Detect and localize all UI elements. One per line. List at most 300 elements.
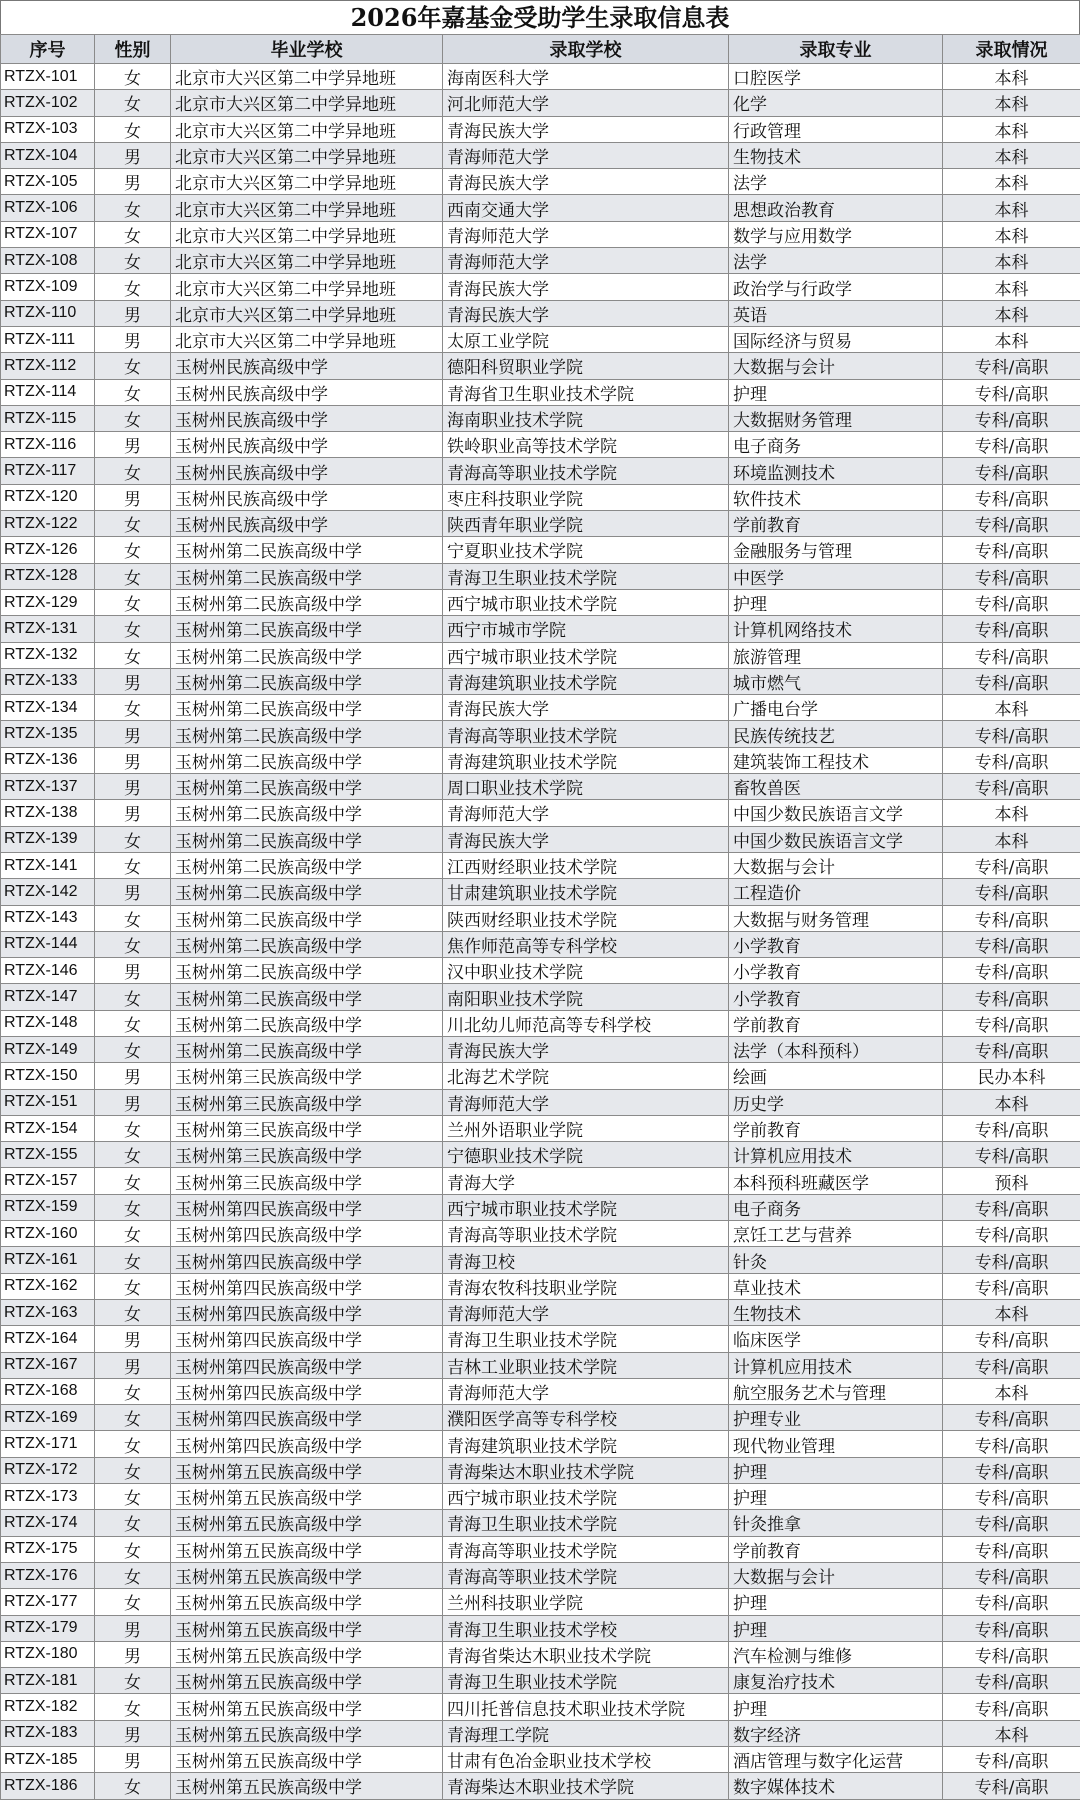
- cell-gender: 男: [95, 800, 171, 826]
- cell-id: RTZX-159: [1, 1194, 95, 1220]
- cell-graduation-school: 玉树州第五民族高级中学: [171, 1457, 443, 1483]
- cell-major: 烹饪工艺与营养: [729, 1221, 943, 1247]
- cell-admission-level: 专科/高职: [943, 1668, 1080, 1694]
- cell-id: RTZX-149: [1, 1036, 95, 1062]
- cell-graduation-school: 玉树州第四民族高级中学: [171, 1352, 443, 1378]
- header-admission-level: 录取情况: [943, 35, 1080, 64]
- cell-admission-level: 本科: [943, 326, 1080, 352]
- cell-admission-level: 专科/高职: [943, 353, 1080, 379]
- cell-graduation-school: 玉树州第二民族高级中学: [171, 826, 443, 852]
- cell-graduation-school: 玉树州第四民族高级中学: [171, 1194, 443, 1220]
- cell-admission-level: 专科/高职: [943, 616, 1080, 642]
- cell-admission-level: 专科/高职: [943, 668, 1080, 694]
- cell-id: RTZX-167: [1, 1352, 95, 1378]
- cell-major: 学前教育: [729, 1010, 943, 1036]
- cell-id: RTZX-148: [1, 1010, 95, 1036]
- cell-gender: 女: [95, 1221, 171, 1247]
- cell-graduation-school: 玉树州第五民族高级中学: [171, 1668, 443, 1694]
- cell-admitted-school: 甘肃有色冶金职业技术学校: [443, 1747, 729, 1773]
- table-row: [1, 905, 1080, 931]
- cell-id: RTZX-131: [1, 616, 95, 642]
- cell-id: RTZX-183: [1, 1720, 95, 1746]
- cell-major: 针灸推拿: [729, 1510, 943, 1536]
- cell-id: RTZX-171: [1, 1431, 95, 1457]
- cell-admitted-school: 枣庄科技职业学院: [443, 484, 729, 510]
- cell-admission-level: 专科/高职: [943, 1562, 1080, 1588]
- table-body: [1, 64, 1080, 1800]
- cell-major: 民族传统技艺: [729, 721, 943, 747]
- cell-id: RTZX-136: [1, 747, 95, 773]
- cell-graduation-school: 玉树州第五民族高级中学: [171, 1694, 443, 1720]
- cell-admitted-school: 西宁城市职业技术学院: [443, 1484, 729, 1510]
- table-row: [1, 142, 1080, 168]
- cell-admitted-school: 青海卫生职业技术学校: [443, 1615, 729, 1641]
- cell-admitted-school: 宁德职业技术学院: [443, 1142, 729, 1168]
- cell-major: 数学与应用数学: [729, 221, 943, 247]
- cell-major: 法学（本科预科）: [729, 1036, 943, 1062]
- table-row: [1, 1378, 1080, 1404]
- cell-graduation-school: 玉树州第二民族高级中学: [171, 589, 443, 615]
- cell-gender: 男: [95, 1089, 171, 1115]
- cell-gender: 女: [95, 563, 171, 589]
- cell-major: 化学: [729, 90, 943, 116]
- cell-admitted-school: 青海师范大学: [443, 800, 729, 826]
- cell-admission-level: 预科: [943, 1168, 1080, 1194]
- cell-major: 金融服务与管理: [729, 537, 943, 563]
- table-row: [1, 221, 1080, 247]
- cell-graduation-school: 玉树州第五民族高级中学: [171, 1615, 443, 1641]
- table-row: [1, 300, 1080, 326]
- table-row: [1, 169, 1080, 195]
- table-row: [1, 721, 1080, 747]
- cell-major: 环境监测技术: [729, 458, 943, 484]
- cell-major: 大数据与财务管理: [729, 905, 943, 931]
- cell-gender: 女: [95, 1484, 171, 1510]
- cell-gender: 女: [95, 642, 171, 668]
- cell-graduation-school: 北京市大兴区第二中学异地班: [171, 300, 443, 326]
- table-row: [1, 616, 1080, 642]
- cell-major: 生物技术: [729, 142, 943, 168]
- cell-gender: 女: [95, 1457, 171, 1483]
- cell-graduation-school: 玉树州第四民族高级中学: [171, 1221, 443, 1247]
- cell-admitted-school: 青海师范大学: [443, 221, 729, 247]
- cell-id: RTZX-157: [1, 1168, 95, 1194]
- cell-admission-level: 专科/高职: [943, 1247, 1080, 1273]
- cell-gender: 女: [95, 353, 171, 379]
- cell-admitted-school: 青海卫校: [443, 1247, 729, 1273]
- cell-gender: 男: [95, 1641, 171, 1667]
- cell-id: RTZX-110: [1, 300, 95, 326]
- cell-graduation-school: 玉树州第四民族高级中学: [171, 1247, 443, 1273]
- cell-admission-level: 专科/高职: [943, 958, 1080, 984]
- table-row: [1, 1010, 1080, 1036]
- cell-gender: 女: [95, 248, 171, 274]
- cell-admitted-school: 青海高等职业技术学院: [443, 721, 729, 747]
- table-row: [1, 931, 1080, 957]
- table-row: [1, 432, 1080, 458]
- cell-id: RTZX-161: [1, 1247, 95, 1273]
- cell-gender: 女: [95, 931, 171, 957]
- cell-major: 法学: [729, 169, 943, 195]
- cell-admission-level: 专科/高职: [943, 642, 1080, 668]
- cell-admitted-school: 青海省柴达木职业技术学院: [443, 1641, 729, 1667]
- cell-id: RTZX-168: [1, 1378, 95, 1404]
- cell-id: RTZX-155: [1, 1142, 95, 1168]
- cell-admitted-school: 兰州外语职业学院: [443, 1115, 729, 1141]
- cell-admission-level: 本科: [943, 142, 1080, 168]
- cell-admitted-school: 河北师范大学: [443, 90, 729, 116]
- cell-gender: 女: [95, 274, 171, 300]
- cell-graduation-school: 玉树州第二民族高级中学: [171, 1010, 443, 1036]
- cell-graduation-school: 玉树州第五民族高级中学: [171, 1747, 443, 1773]
- cell-major: 小学教育: [729, 958, 943, 984]
- cell-gender: 男: [95, 326, 171, 352]
- cell-major: 护理: [729, 1589, 943, 1615]
- cell-gender: 女: [95, 1510, 171, 1536]
- cell-gender: 女: [95, 1168, 171, 1194]
- table-row: [1, 484, 1080, 510]
- cell-admission-level: 专科/高职: [943, 1010, 1080, 1036]
- cell-graduation-school: 北京市大兴区第二中学异地班: [171, 326, 443, 352]
- cell-admitted-school: 青海卫生职业技术学院: [443, 1326, 729, 1352]
- cell-major: 绘画: [729, 1063, 943, 1089]
- cell-admitted-school: 兰州科技职业学院: [443, 1589, 729, 1615]
- cell-graduation-school: 玉树州第五民族高级中学: [171, 1484, 443, 1510]
- table-row: [1, 1510, 1080, 1536]
- cell-admission-level: 本科: [943, 248, 1080, 274]
- table-row: [1, 958, 1080, 984]
- cell-admission-level: 专科/高职: [943, 879, 1080, 905]
- table-row: [1, 668, 1080, 694]
- cell-graduation-school: 北京市大兴区第二中学异地班: [171, 248, 443, 274]
- cell-admission-level: 专科/高职: [943, 563, 1080, 589]
- cell-graduation-school: 玉树州第五民族高级中学: [171, 1562, 443, 1588]
- cell-gender: 女: [95, 1010, 171, 1036]
- cell-major: 护理: [729, 1457, 943, 1483]
- cell-admission-level: 专科/高职: [943, 984, 1080, 1010]
- table-row: [1, 1273, 1080, 1299]
- cell-gender: 女: [95, 1589, 171, 1615]
- cell-admission-level: 专科/高职: [943, 1326, 1080, 1352]
- cell-id: RTZX-143: [1, 905, 95, 931]
- cell-graduation-school: 玉树州第二民族高级中学: [171, 695, 443, 721]
- cell-id: RTZX-105: [1, 169, 95, 195]
- cell-graduation-school: 玉树州第二民族高级中学: [171, 1036, 443, 1062]
- table-row: [1, 1247, 1080, 1273]
- cell-gender: 女: [95, 1115, 171, 1141]
- cell-admitted-school: 吉林工业职业技术学院: [443, 1352, 729, 1378]
- header-gender: 性别: [95, 35, 171, 64]
- cell-admission-level: 专科/高职: [943, 1615, 1080, 1641]
- table-row: [1, 1168, 1080, 1194]
- cell-major: 中医学: [729, 563, 943, 589]
- cell-id: RTZX-163: [1, 1299, 95, 1325]
- cell-gender: 女: [95, 1668, 171, 1694]
- cell-major: 计算机网络技术: [729, 616, 943, 642]
- cell-admitted-school: 青海卫生职业技术学院: [443, 563, 729, 589]
- cell-id: RTZX-150: [1, 1063, 95, 1089]
- table-row: [1, 1615, 1080, 1641]
- cell-id: RTZX-107: [1, 221, 95, 247]
- cell-gender: 女: [95, 116, 171, 142]
- cell-admitted-school: 青海民族大学: [443, 274, 729, 300]
- cell-gender: 女: [95, 379, 171, 405]
- table-row: [1, 1589, 1080, 1615]
- table-row: [1, 1747, 1080, 1773]
- cell-gender: 女: [95, 458, 171, 484]
- cell-major: 政治学与行政学: [729, 274, 943, 300]
- cell-gender: 女: [95, 1273, 171, 1299]
- cell-admission-level: 专科/高职: [943, 537, 1080, 563]
- cell-admitted-school: 青海师范大学: [443, 142, 729, 168]
- cell-admission-level: 专科/高职: [943, 1641, 1080, 1667]
- cell-graduation-school: 北京市大兴区第二中学异地班: [171, 274, 443, 300]
- cell-gender: 男: [95, 484, 171, 510]
- table-row: [1, 984, 1080, 1010]
- header-major: 录取专业: [729, 35, 943, 64]
- cell-admission-level: 专科/高职: [943, 1694, 1080, 1720]
- cell-gender: 女: [95, 1536, 171, 1562]
- cell-admission-level: 专科/高职: [943, 1352, 1080, 1378]
- cell-id: RTZX-101: [1, 64, 95, 90]
- cell-graduation-school: 玉树州民族高级中学: [171, 458, 443, 484]
- cell-id: RTZX-164: [1, 1326, 95, 1352]
- cell-admitted-school: 西宁城市职业技术学院: [443, 589, 729, 615]
- cell-admission-level: 本科: [943, 116, 1080, 142]
- table-row: [1, 1773, 1080, 1799]
- cell-major: 护理: [729, 379, 943, 405]
- cell-graduation-school: 玉树州第五民族高级中学: [171, 1510, 443, 1536]
- table-row: [1, 1299, 1080, 1325]
- table-row: [1, 274, 1080, 300]
- table-row: [1, 1457, 1080, 1483]
- cell-id: RTZX-132: [1, 642, 95, 668]
- table-row: [1, 1352, 1080, 1378]
- cell-graduation-school: 玉树州第三民族高级中学: [171, 1063, 443, 1089]
- cell-graduation-school: 玉树州第二民族高级中学: [171, 800, 443, 826]
- cell-id: RTZX-174: [1, 1510, 95, 1536]
- cell-admission-level: 专科/高职: [943, 1115, 1080, 1141]
- cell-major: 生物技术: [729, 1299, 943, 1325]
- table-row: [1, 747, 1080, 773]
- cell-id: RTZX-181: [1, 1668, 95, 1694]
- cell-graduation-school: 玉树州第四民族高级中学: [171, 1405, 443, 1431]
- cell-major: 畜牧兽医: [729, 774, 943, 800]
- cell-admission-level: 专科/高职: [943, 1747, 1080, 1773]
- cell-id: RTZX-139: [1, 826, 95, 852]
- cell-admitted-school: 焦作师范高等专科学校: [443, 931, 729, 957]
- cell-major: 中国少数民族语言文学: [729, 800, 943, 826]
- cell-id: RTZX-142: [1, 879, 95, 905]
- cell-admission-level: 本科: [943, 1378, 1080, 1404]
- cell-graduation-school: 玉树州第三民族高级中学: [171, 1168, 443, 1194]
- table-row: [1, 800, 1080, 826]
- table-row: [1, 379, 1080, 405]
- cell-admission-level: 专科/高职: [943, 511, 1080, 537]
- cell-admission-level: 本科: [943, 274, 1080, 300]
- cell-graduation-school: 北京市大兴区第二中学异地班: [171, 116, 443, 142]
- table-row: [1, 1194, 1080, 1220]
- cell-admission-level: 本科: [943, 90, 1080, 116]
- table-row: [1, 90, 1080, 116]
- cell-gender: 女: [95, 1431, 171, 1457]
- table-row: [1, 1405, 1080, 1431]
- cell-graduation-school: 玉树州第五民族高级中学: [171, 1720, 443, 1746]
- table-row: [1, 1668, 1080, 1694]
- cell-graduation-school: 玉树州第二民族高级中学: [171, 852, 443, 878]
- cell-major: 护理: [729, 1484, 943, 1510]
- cell-admission-level: 专科/高职: [943, 1536, 1080, 1562]
- table-row: [1, 195, 1080, 221]
- cell-gender: 女: [95, 1247, 171, 1273]
- cell-major: 工程造价: [729, 879, 943, 905]
- cell-graduation-school: 北京市大兴区第二中学异地班: [171, 221, 443, 247]
- cell-id: RTZX-116: [1, 432, 95, 458]
- cell-admitted-school: 青海民族大学: [443, 169, 729, 195]
- cell-gender: 男: [95, 1352, 171, 1378]
- table-row: [1, 1536, 1080, 1562]
- cell-id: RTZX-102: [1, 90, 95, 116]
- cell-gender: 男: [95, 142, 171, 168]
- cell-id: RTZX-115: [1, 405, 95, 431]
- cell-gender: 女: [95, 695, 171, 721]
- cell-id: RTZX-129: [1, 589, 95, 615]
- table-row: [1, 1115, 1080, 1141]
- cell-admitted-school: 川北幼儿师范高等专科学校: [443, 1010, 729, 1036]
- cell-graduation-school: 玉树州第五民族高级中学: [171, 1536, 443, 1562]
- cell-gender: 男: [95, 1615, 171, 1641]
- cell-id: RTZX-179: [1, 1615, 95, 1641]
- cell-major: 中国少数民族语言文学: [729, 826, 943, 852]
- cell-id: RTZX-134: [1, 695, 95, 721]
- header-row: [1, 35, 1080, 64]
- header-admitted-school: 录取学校: [443, 35, 729, 64]
- cell-gender: 男: [95, 169, 171, 195]
- table-row: [1, 1221, 1080, 1247]
- table-row: [1, 537, 1080, 563]
- cell-graduation-school: 玉树州第三民族高级中学: [171, 1115, 443, 1141]
- cell-graduation-school: 北京市大兴区第二中学异地班: [171, 142, 443, 168]
- cell-gender: 女: [95, 1773, 171, 1799]
- cell-admitted-school: 濮阳医学高等专科学校: [443, 1405, 729, 1431]
- cell-admitted-school: 青海师范大学: [443, 1089, 729, 1115]
- cell-id: RTZX-135: [1, 721, 95, 747]
- cell-gender: 男: [95, 1326, 171, 1352]
- cell-gender: 女: [95, 1562, 171, 1588]
- cell-graduation-school: 玉树州第五民族高级中学: [171, 1773, 443, 1799]
- cell-gender: 男: [95, 774, 171, 800]
- cell-major: 酒店管理与数字化运营: [729, 1747, 943, 1773]
- cell-admitted-school: 青海师范大学: [443, 248, 729, 274]
- cell-major: 护理: [729, 1615, 943, 1641]
- cell-gender: 女: [95, 90, 171, 116]
- cell-id: RTZX-186: [1, 1773, 95, 1799]
- cell-id: RTZX-122: [1, 511, 95, 537]
- cell-gender: 男: [95, 300, 171, 326]
- table-row: [1, 879, 1080, 905]
- cell-gender: 女: [95, 1194, 171, 1220]
- cell-admitted-school: 青海柴达木职业技术学院: [443, 1457, 729, 1483]
- table-row: [1, 774, 1080, 800]
- cell-admission-level: 民办本科: [943, 1063, 1080, 1089]
- cell-admission-level: 专科/高职: [943, 1431, 1080, 1457]
- cell-graduation-school: 玉树州民族高级中学: [171, 379, 443, 405]
- cell-id: RTZX-185: [1, 1747, 95, 1773]
- cell-admitted-school: 青海高等职业技术学院: [443, 1562, 729, 1588]
- cell-id: RTZX-172: [1, 1457, 95, 1483]
- cell-gender: 女: [95, 1142, 171, 1168]
- cell-admission-level: 专科/高职: [943, 589, 1080, 615]
- cell-id: RTZX-111: [1, 326, 95, 352]
- cell-gender: 男: [95, 879, 171, 905]
- cell-graduation-school: 玉树州第二民族高级中学: [171, 774, 443, 800]
- cell-id: RTZX-151: [1, 1089, 95, 1115]
- table-row: [1, 1484, 1080, 1510]
- cell-admitted-school: 青海农牧科技职业学院: [443, 1273, 729, 1299]
- cell-id: RTZX-120: [1, 484, 95, 510]
- cell-major: 康复治疗技术: [729, 1668, 943, 1694]
- cell-admitted-school: 青海民族大学: [443, 300, 729, 326]
- cell-graduation-school: 玉树州第五民族高级中学: [171, 1641, 443, 1667]
- cell-admission-level: 本科: [943, 300, 1080, 326]
- cell-admission-level: 本科: [943, 1089, 1080, 1115]
- cell-graduation-school: 玉树州第三民族高级中学: [171, 1089, 443, 1115]
- cell-gender: 男: [95, 668, 171, 694]
- cell-admitted-school: 江西财经职业技术学院: [443, 852, 729, 878]
- cell-major: 航空服务艺术与管理: [729, 1378, 943, 1404]
- cell-admitted-school: 青海高等职业技术学院: [443, 1221, 729, 1247]
- cell-admission-level: 本科: [943, 800, 1080, 826]
- table-row: [1, 1562, 1080, 1588]
- cell-id: RTZX-180: [1, 1641, 95, 1667]
- table-row: [1, 1326, 1080, 1352]
- cell-admitted-school: 青海建筑职业技术学院: [443, 747, 729, 773]
- cell-graduation-school: 玉树州民族高级中学: [171, 484, 443, 510]
- cell-admission-level: 专科/高职: [943, 458, 1080, 484]
- cell-admission-level: 专科/高职: [943, 1457, 1080, 1483]
- cell-id: RTZX-133: [1, 668, 95, 694]
- table-row: [1, 1142, 1080, 1168]
- cell-major: 大数据财务管理: [729, 405, 943, 431]
- cell-admission-level: 专科/高职: [943, 1142, 1080, 1168]
- cell-graduation-school: 玉树州第二民族高级中学: [171, 668, 443, 694]
- cell-admitted-school: 汉中职业技术学院: [443, 958, 729, 984]
- table-row: [1, 642, 1080, 668]
- cell-admission-level: 专科/高职: [943, 1773, 1080, 1799]
- cell-admitted-school: 青海理工学院: [443, 1720, 729, 1746]
- cell-gender: 女: [95, 905, 171, 931]
- cell-graduation-school: 北京市大兴区第二中学异地班: [171, 90, 443, 116]
- cell-admitted-school: 南阳职业技术学院: [443, 984, 729, 1010]
- cell-admitted-school: 青海师范大学: [443, 1378, 729, 1404]
- table-row: [1, 64, 1080, 90]
- cell-admission-level: 本科: [943, 1299, 1080, 1325]
- cell-major: 大数据与会计: [729, 852, 943, 878]
- cell-admission-level: 专科/高职: [943, 747, 1080, 773]
- cell-admitted-school: 青海高等职业技术学院: [443, 1536, 729, 1562]
- table-row: [1, 589, 1080, 615]
- cell-gender: 女: [95, 1036, 171, 1062]
- cell-admitted-school: 海南医科大学: [443, 64, 729, 90]
- table-row: [1, 248, 1080, 274]
- cell-major: 思想政治教育: [729, 195, 943, 221]
- table-row: [1, 1720, 1080, 1746]
- cell-admission-level: 本科: [943, 221, 1080, 247]
- cell-id: RTZX-104: [1, 142, 95, 168]
- cell-admission-level: 专科/高职: [943, 1221, 1080, 1247]
- cell-admission-level: 专科/高职: [943, 1194, 1080, 1220]
- cell-admission-level: 专科/高职: [943, 1036, 1080, 1062]
